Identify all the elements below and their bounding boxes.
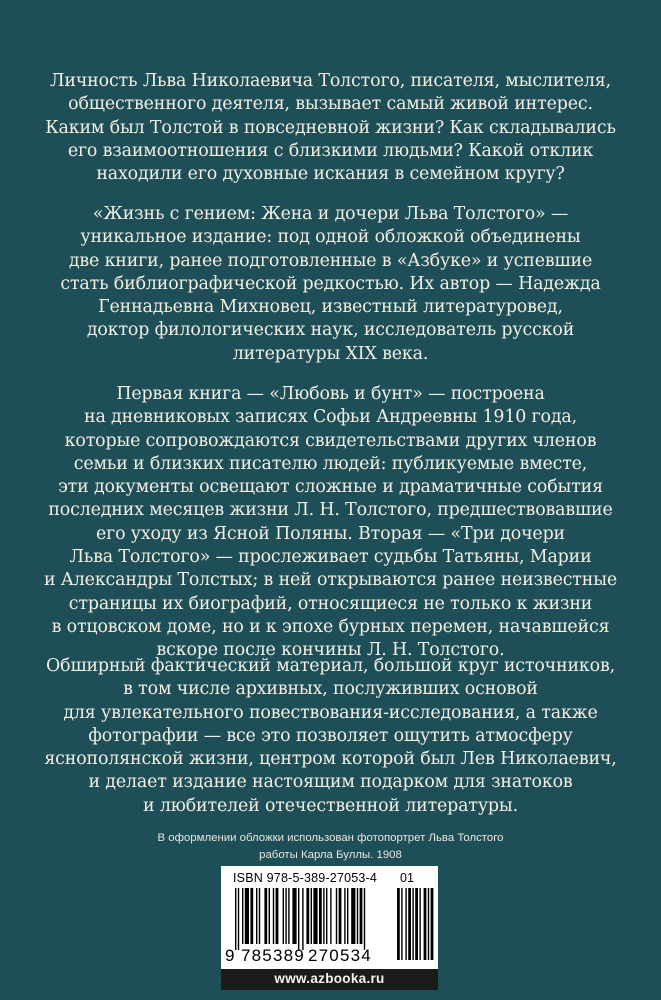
publisher-website: www.azbooka.ru — [274, 971, 385, 986]
annotation-line: уникальное издание: под одной обложкой объединены — [80, 227, 581, 248]
annotation-line: Первая книга — «Любовь и бунт» — построена — [116, 384, 545, 404]
barcode-bar — [273, 888, 274, 944]
cover-credit — [40, 830, 621, 864]
barcode-addon-bar — [428, 888, 429, 960]
annotation-line: находили его духовные искания в семейном кругу? — [96, 164, 565, 185]
barcode-digit-lead: 9 — [225, 946, 236, 965]
barcode-addon-bar — [405, 888, 406, 960]
barcode-addon-bar — [401, 888, 402, 960]
barcode-bar — [339, 888, 342, 944]
annotation-line: и Александры Толстых; в ней открываются ранее неизвестные — [43, 570, 618, 591]
barcode-bar — [360, 888, 363, 944]
annotation-line: Каким был Толстой в повседневной жизни? Как складывались — [45, 117, 616, 138]
barcode-bar — [344, 888, 345, 944]
annotation-line: в отцовском доме, но и к эпохе бурных перемен, начавшейся — [51, 616, 610, 637]
annotation-line: Льва Толстого» — прослеживает судьбы Татьяны, Марии — [69, 547, 592, 568]
isbn-label: ISBN 978-5-389-27053-4 — [233, 871, 378, 885]
barcode-addon-bar — [412, 888, 413, 960]
barcode-bar — [336, 888, 337, 944]
barcode-bar — [264, 888, 267, 944]
annotation-line: на дневниковых записях Софьи Андреевны 1910 года, — [84, 407, 577, 428]
barcode-bar — [357, 888, 358, 944]
annotation-line: для увлекательного повествования-исследования, а также — [63, 702, 598, 723]
annotation-line: страницы их биографий, относящиеся не только к жизни — [68, 593, 593, 614]
barcode-addon-bar — [431, 888, 434, 960]
barcode-bar — [311, 888, 312, 944]
annotation-line: литературы XIX века. — [232, 343, 429, 364]
barcode-bar — [313, 888, 317, 944]
annotation-line: две книги, ранее подготовленные в «Азбуке» и успевшие — [68, 250, 593, 271]
annotation-line: семьи и близких писателю людей: публикуемые вместе, — [73, 453, 588, 474]
barcode-addon-bar — [424, 888, 427, 960]
barcode-bar — [298, 888, 299, 950]
barcode-addon-bar — [419, 888, 420, 960]
barcode-addon-bar — [408, 888, 411, 960]
barcode-bar — [323, 888, 324, 944]
cover-credit-line: В оформлении обложки использован фотопортрет Льва Толстого — [157, 832, 504, 844]
annotation-paragraph-1 — [40, 70, 621, 186]
barcode-digit-group-2: 270534 — [308, 946, 372, 965]
barcode-bar — [326, 888, 327, 944]
annotation-line: общественного деятеля, вызывает самый живой интерес. — [68, 94, 593, 115]
barcode-addon-label: 01 — [400, 871, 414, 885]
annotation-line: фотографии — все это позволяет ощутить атмосферу — [88, 725, 573, 746]
barcode-bar — [347, 888, 348, 944]
isbn-barcode — [221, 866, 438, 969]
barcode-addon-bar — [415, 888, 418, 960]
annotation-line: последних месяцев жизни Л. Н. Толстого, предшествовавшие — [48, 500, 613, 521]
barcode-bar — [283, 888, 284, 944]
annotation-line: в том числе архивных, послуживших основой — [123, 679, 538, 700]
barcode-addon-bar — [397, 888, 400, 960]
publisher-website-bar — [221, 969, 438, 990]
annotation-line: его взаимоотношения с близкими людьми? Какой отклик — [67, 140, 594, 161]
annotation-line: Обширный фактический материал, большой круг источников, — [46, 656, 615, 676]
annotation-line: доктор филологических наук, исследователь русской — [86, 320, 575, 341]
barcode-bar — [288, 888, 289, 944]
barcode-bar — [285, 888, 286, 944]
annotation-line: и любителей отечественной литературы. — [143, 795, 518, 816]
cover-credit-line: работы Карла Буллы. 1908 — [259, 849, 402, 861]
annotation-line: Личность Льва Николаевича Толстого, писателя, мыслителя, — [50, 71, 611, 91]
annotation-line: и делает издание настоящим подарком для знатоков — [88, 772, 573, 793]
annotation-line: стать библиографической редкостью. Их автор — Надежда — [60, 273, 601, 294]
barcode-bar — [351, 888, 355, 944]
annotation-paragraph-4 — [40, 655, 621, 818]
barcode-bar — [306, 888, 309, 944]
barcode-bar — [276, 888, 279, 944]
barcode-bar — [292, 888, 296, 944]
barcode-digit-group-1: 785389 — [241, 946, 305, 965]
barcode-bar — [269, 888, 270, 944]
barcode-bar — [259, 888, 260, 944]
barcode-bar — [238, 888, 239, 950]
barcode-bar — [235, 888, 236, 950]
annotation-line: вскоре после кончины Л. Н. Толстого. — [156, 640, 505, 661]
barcode-bar — [256, 888, 257, 944]
annotation-line: «Жизнь с гением: Жена и дочери Льва Толстого» — — [92, 204, 569, 224]
annotation-paragraph-2 — [40, 203, 621, 366]
barcode-bar — [245, 888, 249, 944]
barcode-bar — [302, 888, 303, 950]
annotation-line: его уходу из Ясной Поляны. Вторая — «Три дочери — [95, 523, 565, 544]
annotation-line: которые сопровождаются свидетельствами других членов — [64, 430, 597, 451]
annotation-line: яснополянской жизни, центром которой был Лев Николаевич, — [44, 749, 617, 770]
barcode-bar — [319, 888, 322, 944]
barcode-bar — [242, 888, 243, 944]
barcode-bar — [330, 888, 331, 944]
annotation-paragraph-3 — [40, 383, 621, 663]
annotation-line: эти документы освещают сложные и драматичные события — [58, 477, 603, 498]
barcode-bar — [364, 888, 365, 950]
annotation-line: Геннадьевна Михновец, известный литературовед, — [98, 297, 563, 318]
barcode-bar — [250, 888, 253, 944]
